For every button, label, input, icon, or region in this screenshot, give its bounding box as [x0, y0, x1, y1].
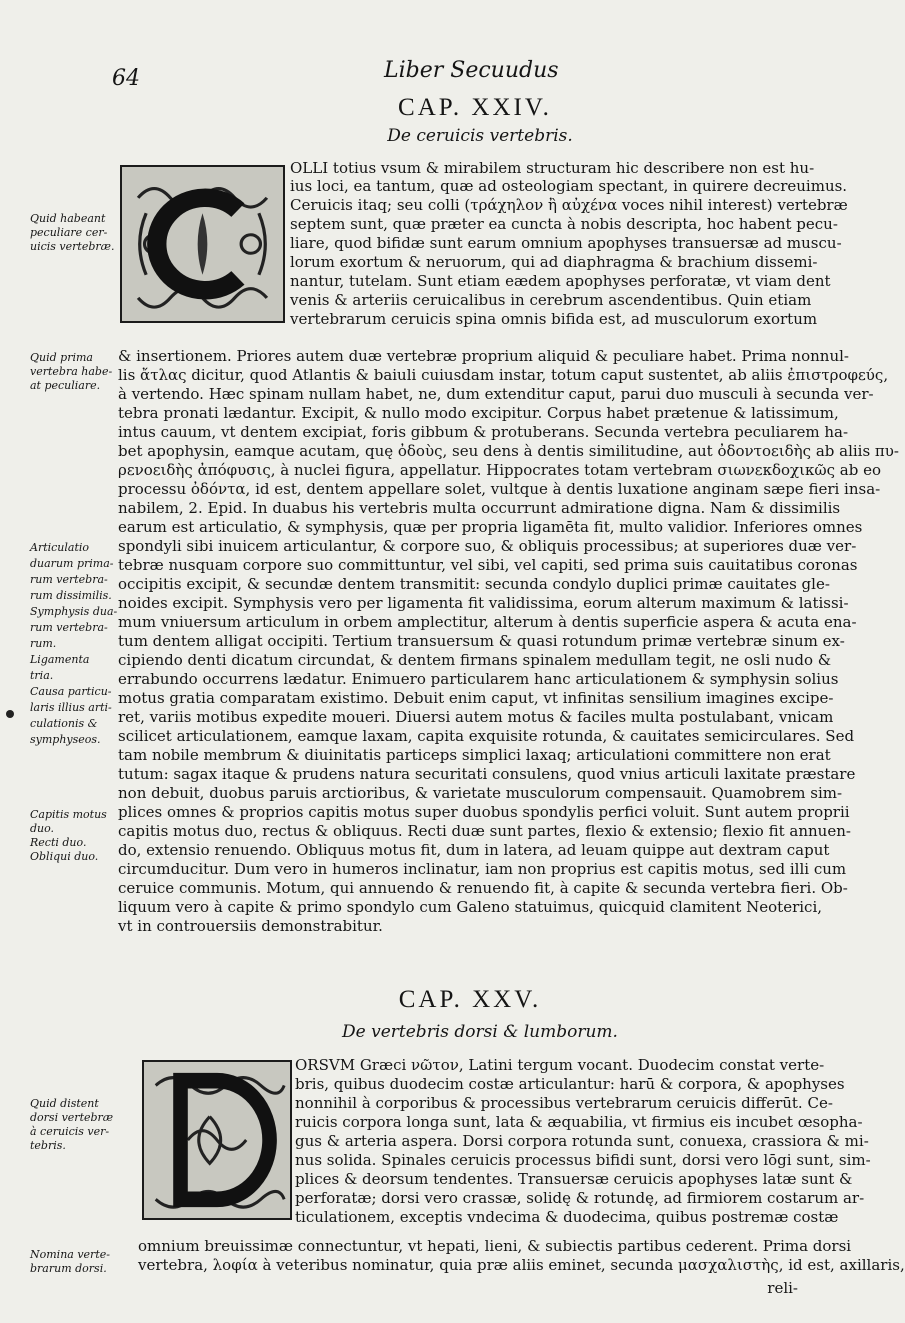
- margin-line: rum vertebra-: [30, 573, 108, 586]
- margin-line: duo.: [30, 822, 55, 835]
- margin-line: Quid distent: [30, 1097, 99, 1110]
- text-line: ORSVM Græci νῶτον, Latini tergum vocant. Duodecim constat verte-: [295, 1056, 825, 1074]
- margin-line: Nomina verte-: [30, 1248, 110, 1261]
- catchword: reli-: [767, 1279, 798, 1297]
- text-line: bris, quibus duodecim costæ articulantur: harū & corpora, & apophyses: [295, 1075, 845, 1093]
- text-line: earum est articulatio, & symphysis, quæ per propria ligamēta fit, multo validior. Inferiores omnes: [118, 518, 863, 536]
- text-line: nonnihil à corporibus & processibus vertebrarum ceruicis differūt. Ce-: [295, 1094, 833, 1112]
- text-line: perforatæ; dorsi vero crassæ, solidę & rotundę, ad firmiorem costarum ar-: [295, 1189, 865, 1207]
- margin-line: Obliqui duo.: [30, 850, 99, 863]
- margin-line: Quid prima: [30, 351, 93, 364]
- margin-line: Ligamenta: [30, 653, 90, 666]
- margin-line: rum.: [30, 637, 57, 650]
- text-line: septem sunt, quæ præter ea cuncta à nobis descripta, hoc habent pecu-: [290, 215, 838, 233]
- text-line: plices omnes & proprios capitis motus super duobus spondylis perfici voluit. Sunt autem proprii: [118, 803, 850, 821]
- margin-note-4: [30, 808, 125, 864]
- ink-dot: [6, 710, 14, 718]
- text-line: à vertendo. Hæc spinam nullam habet, ne, dum extenditur caput, parui duo musculi à secunda ver-: [118, 385, 874, 403]
- margin-line: Causa particu-: [30, 685, 112, 698]
- text-line: do, extensio renuendo. Obliquus motus fit, dum in latera, ad leuam quippe aut dextram caput: [118, 841, 830, 859]
- text-line: tutum: sagax itaque & prudens natura securitati consulens, quod vnius articuli laxitate præstare: [118, 765, 856, 783]
- text-line: gus & arteria aspera. Dorsi corpora rotunda sunt, conuexa, crassiora & mi-: [295, 1132, 869, 1150]
- text-line: ret, variis motibus expedite moueri. Diuersi autem motus & faciles multa postulabant, vnicam: [118, 708, 834, 726]
- text-line: plices & deorsum tendentes. Transuersæ ceruicis apophyses latæ sunt &: [295, 1170, 853, 1188]
- decorated-initial-c-icon: [120, 165, 285, 323]
- chapter-25-title: CAP. XXV.: [398, 986, 542, 1013]
- margin-line: tria.: [30, 669, 54, 682]
- text-line: & insertionem. Priores autem duæ vertebræ proprium aliquid & peculiare habet. Prima nonnul-: [118, 347, 849, 365]
- text-line: ρενοειδὴς ἀπόφυσις, à nuclei figura, appellatur. Hippocrates totam vertebram σιωνεκδοχικῶς ab eo: [118, 461, 881, 479]
- running-head: Liber Secuudus: [384, 58, 559, 83]
- text-line: lis ἄτλας dicitur, quod Atlantis & baiuli cuiusdam instar, totum caput sustentet, ab aliis ἐπιστροφεύς,: [118, 366, 889, 384]
- margin-line: at peculiare.: [30, 379, 101, 392]
- text-line: ruicis corpora longa sunt, lata & æquabilia, vt firmius eis incubet œsopha-: [295, 1113, 863, 1131]
- text-line: occipitis excipit, & secundæ dentem transmitit: secunda condylo duplici primæ cauitates gle-: [118, 575, 830, 593]
- text-line: tam nobile membrum & diuinitatis particeps simplici laxaq; articulationi committere non erat: [118, 746, 831, 764]
- chapter-24-title: CAP. XXIV.: [398, 94, 552, 121]
- margin-line: à ceruicis ver-: [30, 1125, 110, 1138]
- text-line: non debuit, duobus paruis arctioribus, & varietate musculorum compensauit. Quamobrem sim-: [118, 784, 843, 802]
- text-line: ticulationem, exceptis vndecima & duodecima, quibus postremæ costæ: [295, 1208, 839, 1226]
- margin-line: Recti duo.: [30, 836, 87, 849]
- margin-note-6: [30, 1248, 125, 1276]
- margin-note-3: [30, 540, 125, 748]
- text-line: nantur, tutelam. Sunt etiam eædem apophyses perforatæ, vt viam dent: [290, 272, 831, 290]
- text-line: vertebra, λοφία à veteribus nominatur, quia præ aliis eminet, secunda μασχαλιστὴς, id est, axillaris,: [138, 1256, 905, 1274]
- text-line: liquum vero à capite & primo spondylo cum Galeno statuimus, quicquid clamitent Neoterici,: [118, 898, 823, 916]
- text-line: cipiendo denti dicatum circundat, & dentem firmans spinalem medullam tegit, ne osli nudo &: [118, 651, 832, 669]
- margin-line: peculiare cer-: [30, 226, 108, 239]
- text-line: ius loci, ea tantum, quæ ad osteologiam spectant, in quirere decreuimus.: [290, 177, 848, 195]
- text-line: bet apophysin, eamque acutam, quę ὀδοὺς, seu dens à dentis similitudine, aut ὀδοντοειδὴς ab aliis πυ-: [118, 442, 899, 460]
- chapter-24-subtitle: De ceruicis vertebris.: [387, 126, 573, 146]
- chapter-25-subtitle: De vertebris dorsi & lumborum.: [342, 1022, 618, 1042]
- margin-line: culationis &: [30, 717, 98, 730]
- text-line: noides excipit. Symphysis vero per ligamenta fit validissima, eorum alterum maximum & latissi-: [118, 594, 849, 612]
- margin-line: uicis vertebræ.: [30, 240, 115, 253]
- margin-note-5: [30, 1097, 125, 1153]
- text-line: tebra pronati lædantur. Excipit, & nullo modo excipitur. Corpus habet prætenue & latissimum,: [118, 404, 839, 422]
- text-line: tebræ nusquam corpore suo committuntur, vel sibi, vel capiti, sed prima suis cauitatibus coronas: [118, 556, 858, 574]
- decorated-initial-d-icon: [142, 1060, 292, 1220]
- text-line: vertebrarum ceruicis spina omnis bifida est, ad musculorum exortum: [290, 310, 818, 328]
- margin-line: Articulatio: [30, 541, 90, 554]
- text-line: processu ὀδόντα, id est, dentem appellare solet, vultque à dentis luxatione anginam sæpe fieri insa-: [118, 480, 881, 498]
- text-line: ceruice communis. Motum, qui annuendo & renuendo fit, à capite & secunda vertebra fieri. Ob-: [118, 879, 848, 897]
- text-line: OLLI totius vsum & mirabilem structuram hic describere non est hu-: [290, 159, 815, 177]
- text-line: liare, quod bifidæ sunt earum omnium apophyses transuersæ ad muscu-: [290, 234, 842, 252]
- margin-line: tebris.: [30, 1139, 66, 1152]
- text-line: motus gratia comparatam existimo. Debuit enim caput, vt infinitas sensilium imagines excipe-: [118, 689, 834, 707]
- text-line: nus solida. Spinales ceruicis processus bifidi sunt, dorsi vero lōgi sunt, sim-: [295, 1151, 871, 1169]
- margin-line: dorsi vertebræ: [30, 1111, 114, 1124]
- text-line: venis & arteriis ceruicalibus in cerebrum ascendentibus. Quin etiam: [290, 291, 812, 309]
- margin-line: Symphysis dua-: [30, 605, 118, 618]
- text-line: vt in controuersiis demonstrabitur.: [118, 917, 383, 935]
- text-line: scilicet articulationem, eamque laxam, capita exquisite rotunda, & cauitates semicirculares. Sed: [118, 727, 855, 745]
- text-line: Ceruicis itaq; seu colli (τράχηλον ἢ αὐχένα voces nihil interest) vertebræ: [290, 196, 848, 214]
- page-number: 64: [112, 66, 140, 91]
- text-line: omnium breuissimæ connectuntur, vt hepati, lieni, & subiectis partibus cederent. Prima dorsi: [138, 1237, 852, 1255]
- margin-line: symphyseos.: [30, 733, 101, 746]
- margin-line: brarum dorsi.: [30, 1262, 107, 1275]
- margin-line: rum dissimilis.: [30, 589, 112, 602]
- margin-note-2: [30, 351, 125, 393]
- margin-line: rum vertebra-: [30, 621, 108, 634]
- margin-note-1: [30, 212, 125, 254]
- text-line: lorum exortum & neruorum, qui ad diaphragma & brachium dissemi-: [290, 253, 818, 271]
- text-line: errabundo occurrens lædatur. Enimuero particularem hanc articulationem & symphysin solius: [118, 670, 839, 688]
- margin-line: Quid habeant: [30, 212, 106, 225]
- text-line: nabilem, 2. Epid. In duabus his vertebris multa occurrunt admiratione digna. Nam & dissimilis: [118, 499, 841, 517]
- margin-line: duarum prima-: [30, 557, 114, 570]
- text-line: spondyli sibi inuicem articulantur, & corpore suo, & obliquis processibus; at superiores duæ ver-: [118, 537, 857, 555]
- margin-line: Capitis motus: [30, 808, 107, 821]
- text-line: mum vniuersum articulum in orbem amplectitur, alterum à dentis superficie aspera & acuta ena-: [118, 613, 857, 631]
- margin-line: laris illius arti-: [30, 701, 112, 714]
- margin-line: vertebra habe-: [30, 365, 113, 378]
- text-line: circumducitur. Dum vero in humeros inclinatur, iam non proprius est capitis motus, sed illi cum: [118, 860, 847, 878]
- text-line: capitis motus duo, rectus & obliquus. Recti duæ sunt partes, flexio & extensio; flexio fit annuen-: [118, 822, 851, 840]
- text-line: intus cauum, vt dentem excipiat, foris gibbum & protuberans. Secunda vertebra peculiarem ha-: [118, 423, 849, 441]
- text-line: tum dentem alligat occipiti. Tertium transuersum & quasi rotundum primæ vertebræ sinum ex-: [118, 632, 845, 650]
